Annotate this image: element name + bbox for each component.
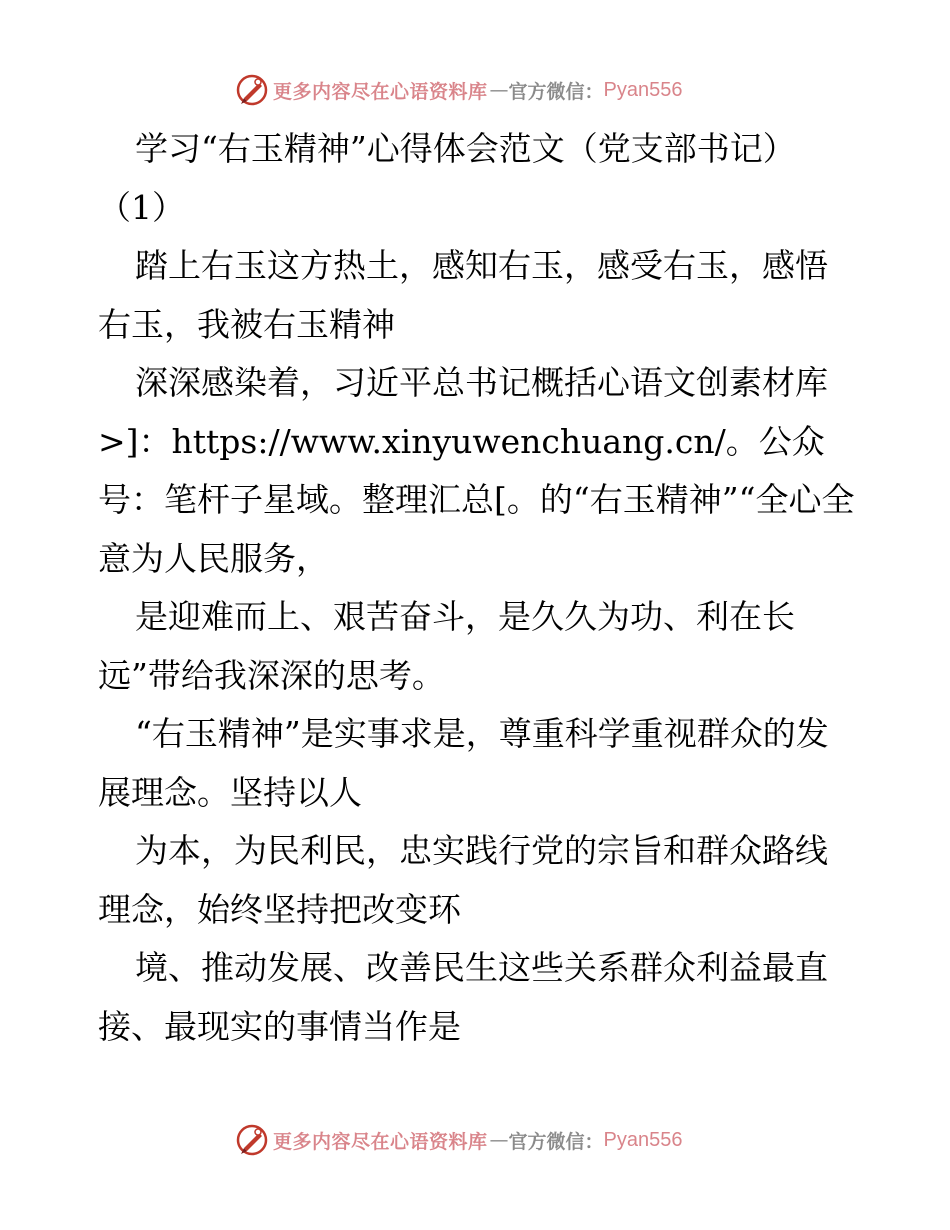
banner-main-text: 更多内容尽在心语资料库 [273,1130,488,1153]
banner-wechat-id: Pyan556 [603,1128,683,1151]
footer-banner [235,1122,683,1158]
paragraph: 是迎难而上、艰苦奋斗，是久久为功、利在长远”带给我深深的思考。 [98,597,795,695]
paragraph: 境、推动发展、改善民生这些关系群众利益最直接、最现实的事情当作是 [98,948,828,1046]
banner-separator: — [489,79,509,101]
paragraph: 为本，为民利民，忠实践行党的宗旨和群众路线理念，始终坚持把改变环 [98,831,828,929]
banner-wechat-label: 官方微信： [508,80,604,103]
paragraph: 深深感染着，习近平总书记概括心语文创素材库>]：https://www.xinyuwenchuang.cn/。公众号：笔杆子星域。整理汇总[。的“右玉精神”“全心全意为人民服务， [98,363,855,578]
document-title-number: （1） [98,187,185,227]
document-title: 学习“右玉精神”心得体会范文（党支部书记） [135,129,796,168]
banner-wechat-id: Pyan556 [603,78,683,101]
paragraph: “右玉精神”是实事求是，尊重科学重视群众的发展理念。坚持以人 [98,714,829,812]
paragraph: 踏上右玉这方热土，感知右玉，感受右玉，感悟右玉，我被右玉精神 [98,246,828,344]
document-body [98,120,858,1056]
pen-nib-logo-icon [235,73,269,107]
banner-separator: — [489,1129,509,1151]
header-banner [235,72,683,108]
banner-wechat-label: 官方微信： [508,1130,604,1153]
pen-nib-logo-icon [235,1123,269,1157]
banner-main-text: 更多内容尽在心语资料库 [273,80,488,103]
